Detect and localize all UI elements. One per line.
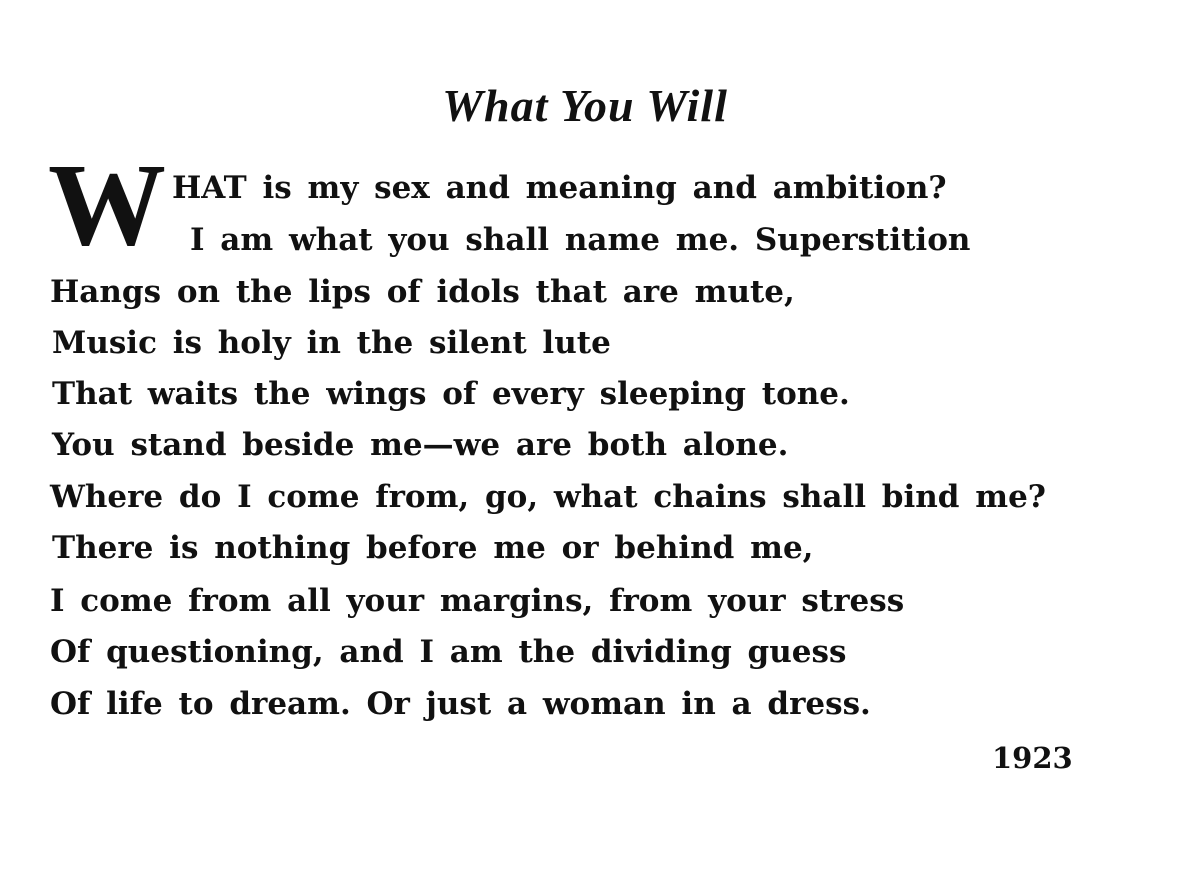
poem-year: 1923 — [992, 741, 1073, 775]
poem-line-1: HAT is my sex and meaning and ambition? — [172, 170, 947, 206]
poem-title: What You Will — [442, 80, 728, 131]
poem-line-9: I come from all your margins, from your stress — [50, 583, 905, 619]
poem-line-7: Where do I come from, go, what chains shall bind me? — [50, 479, 1046, 515]
poem-line-6: You stand beside me—we are both alone. — [52, 427, 789, 463]
poem-line-11: Of life to dream. Or just a woman in a dress. — [50, 686, 871, 722]
poem-line-5: That waits the wings of every sleeping tone. — [52, 376, 850, 412]
poem-line-8: There is nothing before me or behind me, — [52, 530, 814, 566]
poem-line-2: I am what you shall name me. Superstition — [190, 222, 971, 258]
poem-line-10: Of questioning, and I am the dividing guess — [50, 634, 847, 670]
poem-line-3: Hangs on the lips of idols that are mute, — [50, 274, 795, 310]
poem-line-4: Music is holy in the silent lute — [52, 325, 611, 361]
drop-cap-letter: W — [48, 139, 166, 270]
